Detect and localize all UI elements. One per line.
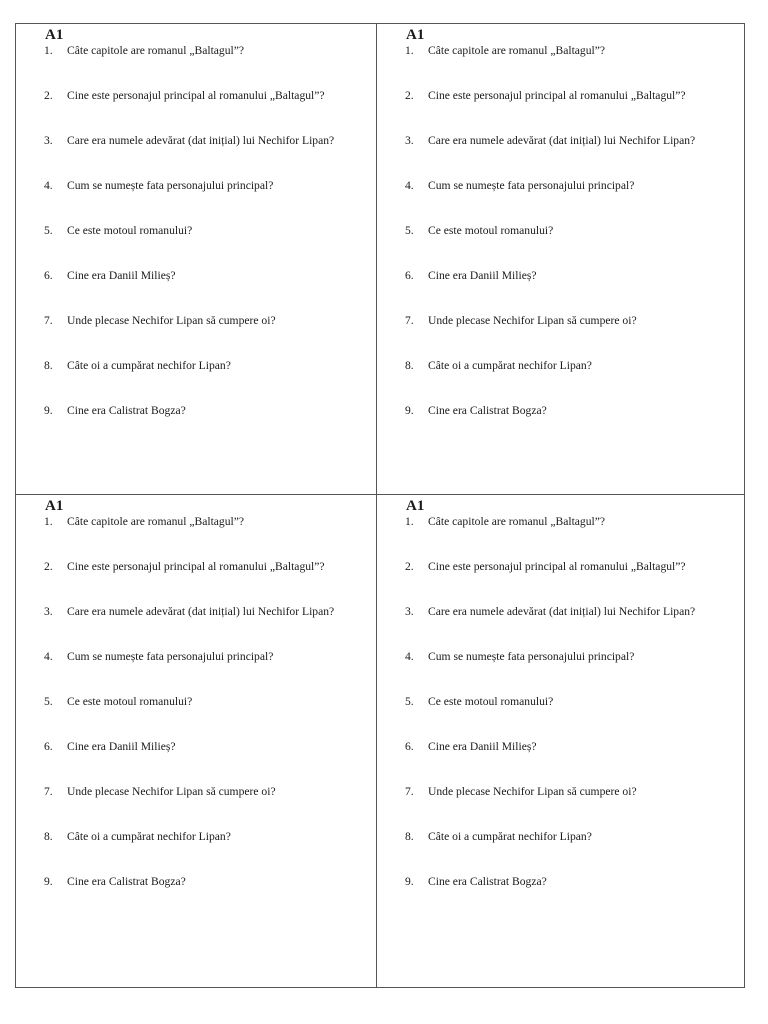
- card-title: A1: [45, 27, 64, 43]
- question-number: 3.: [44, 134, 53, 147]
- question-item: [44, 314, 376, 359]
- question-number: 9.: [405, 875, 414, 888]
- question-text: Cine era Daniil Milieș?: [428, 269, 537, 282]
- question-text: Care era numele adevărat (dat inițial) lui Nechifor Lipan?: [67, 605, 335, 618]
- question-number: 7.: [405, 314, 414, 327]
- question-text: Care era numele adevărat (dat inițial) lui Nechifor Lipan?: [67, 134, 335, 147]
- question-item: [405, 515, 745, 560]
- question-number: 3.: [405, 134, 414, 147]
- question-text: Cum se numește fata personajului principal?: [428, 179, 635, 192]
- question-item: [405, 269, 745, 314]
- question-number: 6.: [405, 740, 414, 753]
- question-number: 6.: [405, 269, 414, 282]
- question-text: Câte oi a cumpărat nechifor Lipan?: [428, 830, 592, 843]
- question-text: Cine era Daniil Milieș?: [67, 269, 176, 282]
- quiz-sheet: [15, 23, 745, 988]
- question-list: [405, 44, 745, 449]
- question-text: Cine era Daniil Milieș?: [428, 740, 537, 753]
- question-item: [44, 785, 376, 830]
- question-item: [44, 515, 376, 560]
- question-number: 1.: [405, 44, 414, 57]
- question-text: Câte oi a cumpărat nechifor Lipan?: [428, 359, 592, 372]
- question-number: 9.: [44, 404, 53, 417]
- question-text: Ce este motoul romanului?: [67, 695, 193, 708]
- question-item: [405, 314, 745, 359]
- question-number: 9.: [405, 404, 414, 417]
- question-text: Cine este personajul principal al romanului „Baltagul”?: [428, 89, 686, 102]
- question-item: [405, 224, 745, 269]
- question-text: Câte capitole are romanul „Baltagul”?: [428, 515, 606, 528]
- question-text: Cum se numește fata personajului principal?: [67, 179, 274, 192]
- question-number: 3.: [405, 605, 414, 618]
- question-number: 6.: [44, 740, 53, 753]
- question-item: [44, 560, 376, 605]
- question-number: 8.: [44, 830, 53, 843]
- question-text: Unde plecase Nechifor Lipan să cumpere oi?: [67, 785, 276, 798]
- question-text: Cine era Calistrat Bogza?: [67, 404, 186, 417]
- question-item: [405, 179, 745, 224]
- question-item: [405, 404, 745, 449]
- question-text: Cine este personajul principal al romanului „Baltagul”?: [67, 89, 325, 102]
- question-text: Câte oi a cumpărat nechifor Lipan?: [67, 359, 231, 372]
- question-number: 4.: [405, 650, 414, 663]
- question-text: Ce este motoul romanului?: [67, 224, 193, 237]
- question-text: Cine este personajul principal al romanului „Baltagul”?: [428, 560, 686, 573]
- question-text: Cine este personajul principal al romanului „Baltagul”?: [67, 560, 325, 573]
- question-number: 9.: [44, 875, 53, 888]
- question-number: 2.: [405, 89, 414, 102]
- question-text: Unde plecase Nechifor Lipan să cumpere oi?: [428, 314, 637, 327]
- question-list: [44, 44, 376, 449]
- question-item: [44, 740, 376, 785]
- question-item: [405, 740, 745, 785]
- question-item: [44, 404, 376, 449]
- card-title: A1: [406, 27, 425, 43]
- question-text: Ce este motoul romanului?: [428, 224, 554, 237]
- question-item: [405, 785, 745, 830]
- question-number: 1.: [405, 515, 414, 528]
- question-text: Unde plecase Nechifor Lipan să cumpere oi?: [67, 314, 276, 327]
- question-text: Cine era Calistrat Bogza?: [67, 875, 186, 888]
- question-item: [405, 605, 745, 650]
- question-list: [44, 515, 376, 920]
- question-number: 1.: [44, 44, 53, 57]
- question-text: Cine era Calistrat Bogza?: [428, 875, 547, 888]
- question-number: 2.: [405, 560, 414, 573]
- question-number: 7.: [44, 314, 53, 327]
- question-item: [405, 560, 745, 605]
- question-text: Câte capitole are romanul „Baltagul”?: [67, 44, 245, 57]
- question-item: [405, 359, 745, 404]
- question-number: 4.: [44, 179, 53, 192]
- question-item: [405, 44, 745, 89]
- question-number: 4.: [44, 650, 53, 663]
- question-item: [44, 134, 376, 179]
- quiz-card-top-right: [376, 24, 745, 494]
- card-title: A1: [406, 498, 425, 514]
- question-number: 7.: [405, 785, 414, 798]
- question-item: [44, 695, 376, 740]
- question-item: [44, 89, 376, 134]
- question-text: Câte oi a cumpărat nechifor Lipan?: [67, 830, 231, 843]
- question-item: [405, 830, 745, 875]
- question-item: [405, 134, 745, 179]
- question-number: 2.: [44, 560, 53, 573]
- question-number: 5.: [44, 695, 53, 708]
- question-item: [44, 875, 376, 920]
- question-item: [44, 179, 376, 224]
- question-number: 1.: [44, 515, 53, 528]
- question-item: [405, 650, 745, 695]
- card-title: A1: [45, 498, 64, 514]
- question-text: Cine era Calistrat Bogza?: [428, 404, 547, 417]
- question-text: Care era numele adevărat (dat inițial) lui Nechifor Lipan?: [428, 134, 696, 147]
- question-number: 4.: [405, 179, 414, 192]
- question-number: 5.: [44, 224, 53, 237]
- question-text: Care era numele adevărat (dat inițial) lui Nechifor Lipan?: [428, 605, 696, 618]
- question-list: [405, 515, 745, 920]
- question-text: Ce este motoul romanului?: [428, 695, 554, 708]
- question-item: [405, 89, 745, 134]
- question-item: [44, 650, 376, 695]
- question-text: Cine era Daniil Milieș?: [67, 740, 176, 753]
- question-number: 8.: [44, 359, 53, 372]
- question-item: [44, 359, 376, 404]
- quiz-card-bottom-left: [16, 494, 376, 988]
- question-item: [44, 269, 376, 314]
- question-number: 3.: [44, 605, 53, 618]
- quiz-card-bottom-right: [376, 494, 745, 988]
- question-text: Unde plecase Nechifor Lipan să cumpere oi?: [428, 785, 637, 798]
- question-item: [44, 830, 376, 875]
- quiz-card-top-left: [16, 24, 376, 494]
- question-text: Cum se numește fata personajului principal?: [428, 650, 635, 663]
- question-number: 6.: [44, 269, 53, 282]
- question-text: Cum se numește fata personajului principal?: [67, 650, 274, 663]
- question-number: 5.: [405, 224, 414, 237]
- question-number: 7.: [44, 785, 53, 798]
- question-item: [405, 695, 745, 740]
- question-item: [44, 44, 376, 89]
- question-number: 5.: [405, 695, 414, 708]
- question-number: 2.: [44, 89, 53, 102]
- question-text: Câte capitole are romanul „Baltagul”?: [428, 44, 606, 57]
- question-number: 8.: [405, 830, 414, 843]
- question-item: [405, 875, 745, 920]
- question-text: Câte capitole are romanul „Baltagul”?: [67, 515, 245, 528]
- question-number: 8.: [405, 359, 414, 372]
- question-item: [44, 224, 376, 269]
- question-item: [44, 605, 376, 650]
